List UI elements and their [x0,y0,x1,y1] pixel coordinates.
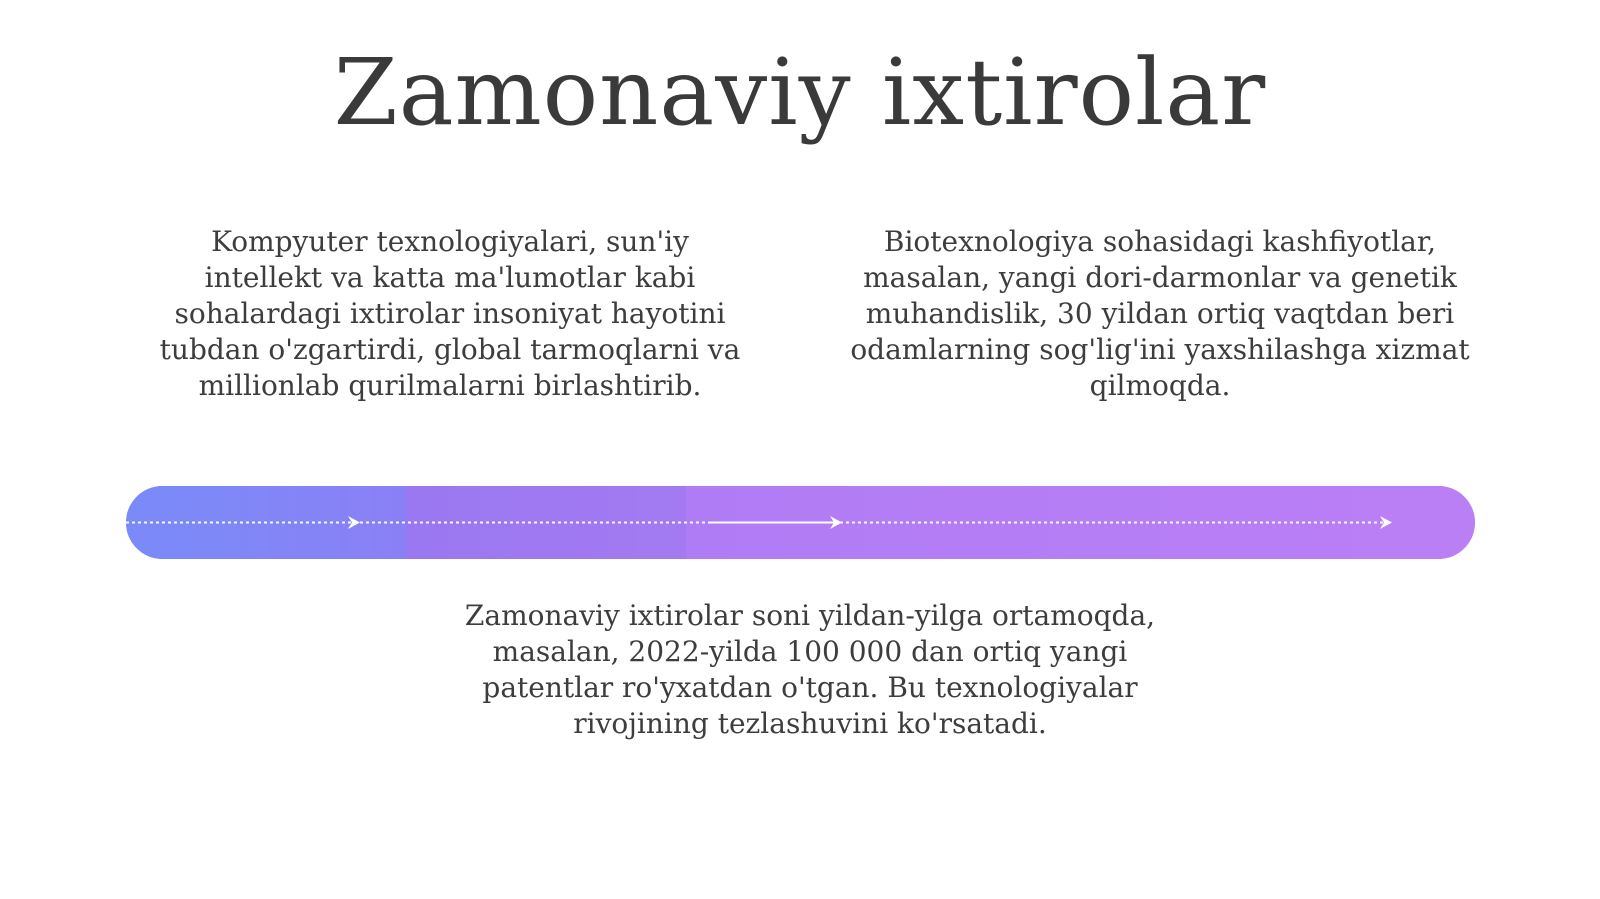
paragraph-computing: Kompyuter texnologiyalari, sun'iy intellekt va katta ma'lumotlar kabi sohalardagi ixtirolar insoniyat hayotini tubdan o'zgartirdi, global tarmoqlarni va millionlab qurilmalarni birlashtirib. [159,225,741,402]
timeline-arrows [126,486,1475,559]
slide-title: Zamonaviy ixtirolar [333,39,1267,146]
timeline-bar [126,486,1475,559]
paragraph-patents: Zamonaviy ixtirolar soni yildan-yilga ortamoqda, masalan, 2022-yilda 100 000 dan ortiq yangi patentlar ro'yxatdan o'tgan. Bu texnologiyalar rivojining tezlashuvini ko'rsatadi. [464,599,1156,740]
paragraph-biotech: Biotexnologiya sohasidagi kashfiyotlar, masalan, yangi dori-darmonlar va genetik muhandislik, 30 yildan ortiq vaqtdan beri odamlarning sog'lig'ini yaxshilashga xizmat qilmoqda. [850,225,1470,402]
